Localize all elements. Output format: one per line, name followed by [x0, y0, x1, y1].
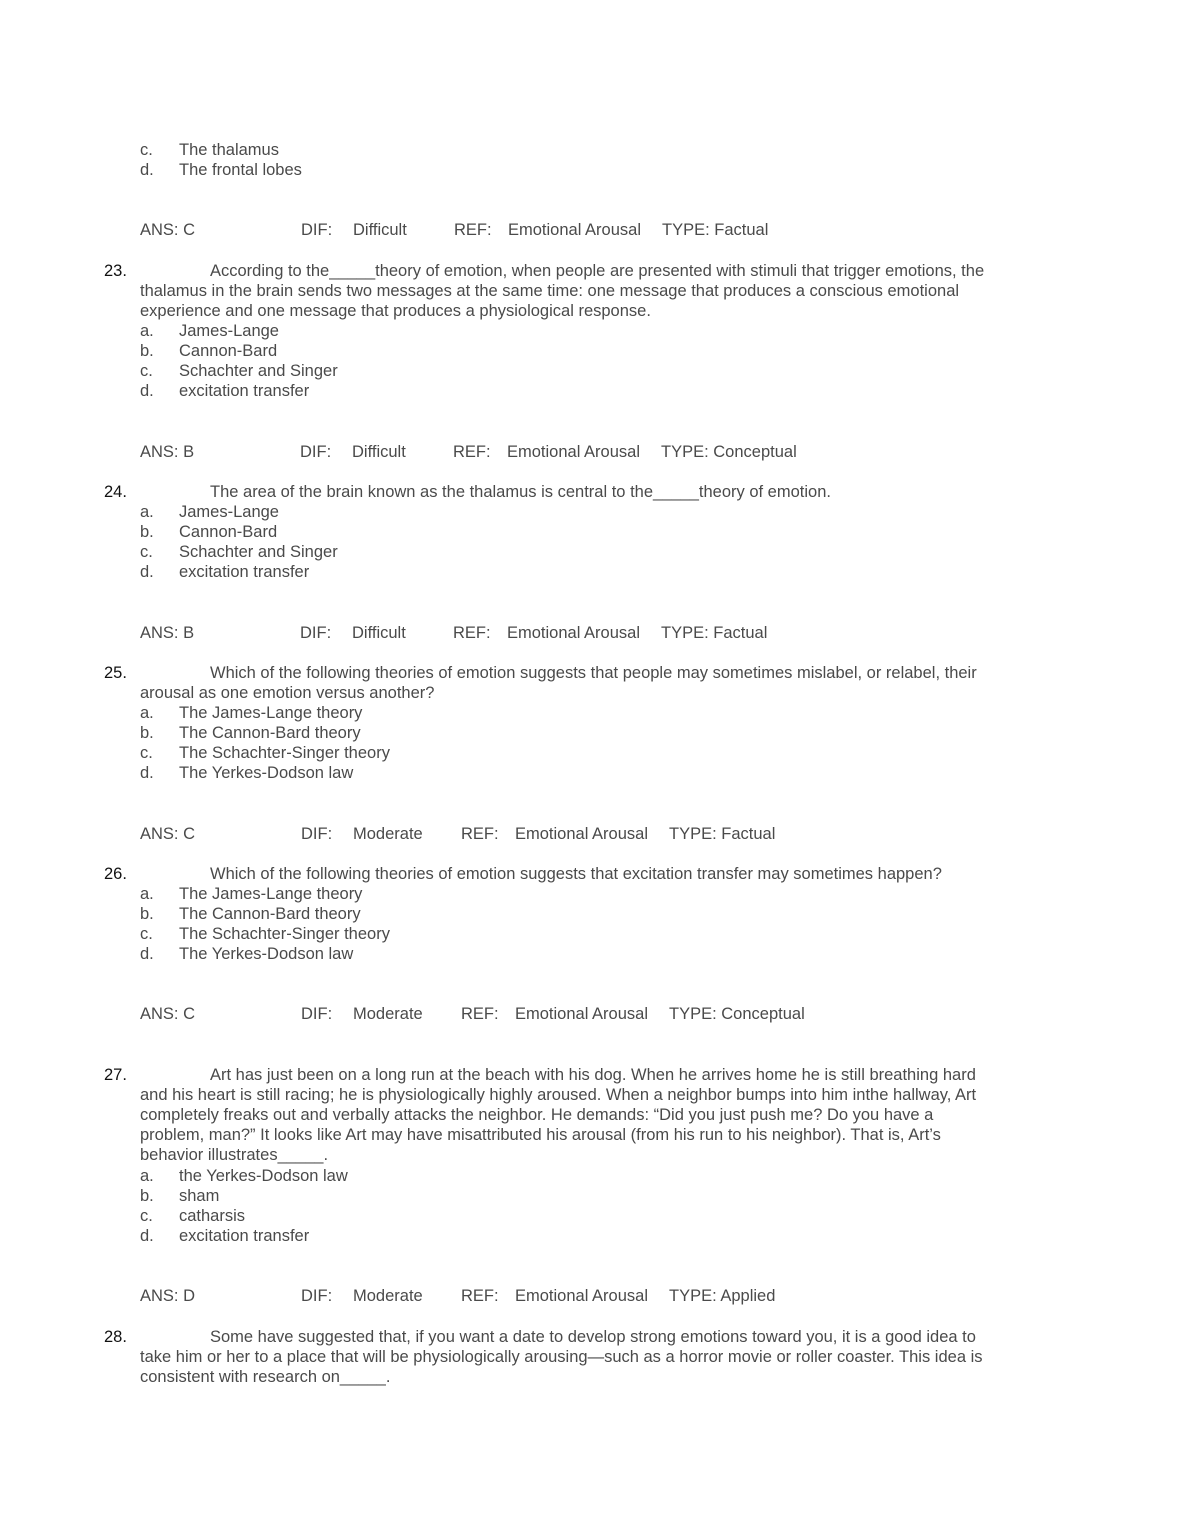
- option-text: the Yerkes-Dodson law: [179, 1167, 348, 1185]
- option-text: Schachter and Singer: [179, 543, 338, 561]
- ref-value: Emotional Arousal: [515, 1005, 648, 1023]
- question-number: 27.: [104, 1066, 127, 1084]
- ref-value: Emotional Arousal: [515, 1287, 648, 1305]
- option-text: Schachter and Singer: [179, 362, 338, 380]
- option-text: The thalamus: [179, 141, 279, 159]
- option-text: excitation transfer: [179, 563, 310, 581]
- type-value: TYPE: Conceptual: [661, 443, 797, 461]
- ans: ANS: B: [140, 624, 195, 642]
- question-number: 28.: [104, 1328, 127, 1346]
- ref-label: REF:: [461, 1287, 499, 1305]
- option-text: catharsis: [179, 1207, 246, 1225]
- option-letter: b.: [140, 905, 154, 923]
- dif-value: Difficult: [353, 221, 407, 239]
- question-text: The area of the brain known as the thalamus is central to the_____theory of emotion.: [210, 483, 831, 501]
- ref-label: REF:: [453, 443, 491, 461]
- option-text: The frontal lobes: [179, 161, 302, 179]
- option-letter: d.: [140, 382, 154, 400]
- question-text: completely freaks out and verbally attacks the neighbor. He demands: “Did you just push me? Do you have a: [140, 1106, 934, 1124]
- option-letter: c.: [140, 1207, 153, 1225]
- type-value: TYPE: Conceptual: [669, 1005, 805, 1023]
- dif-label: DIF:: [301, 1287, 333, 1305]
- option-letter: b.: [140, 342, 154, 360]
- option-text: The Schachter-Singer theory: [179, 744, 390, 762]
- ref-label: REF:: [454, 221, 492, 239]
- question-text: Which of the following theories of emotion suggests that excitation transfer may sometimes happen?: [210, 865, 942, 883]
- ans: ANS: C: [140, 825, 196, 843]
- option-text: The James-Lange theory: [179, 885, 363, 903]
- question-text: thalamus in the brain sends two messages at the same time: one message that produces a conscious emotional: [140, 282, 960, 300]
- dif-value: Moderate: [353, 1005, 423, 1023]
- option-text: sham: [179, 1187, 220, 1205]
- question-text: and his heart is still racing; he is physiologically highly aroused. When a neighbor bumps into him inthe hallway, Art: [140, 1086, 977, 1104]
- ref-value: Emotional Arousal: [508, 221, 641, 239]
- dif-label: DIF:: [301, 221, 333, 239]
- option-letter: d.: [140, 161, 154, 179]
- option-text: Cannon-Bard: [179, 342, 278, 360]
- option-text: The Cannon-Bard theory: [179, 724, 361, 742]
- dif-value: Difficult: [352, 624, 406, 642]
- option-text: James-Lange: [179, 322, 279, 340]
- question-number: 24.: [104, 483, 127, 501]
- ans: ANS: B: [140, 443, 195, 461]
- ans: ANS: C: [140, 221, 196, 239]
- ans: ANS: D: [140, 1287, 196, 1305]
- type-value: TYPE: Factual: [661, 624, 768, 642]
- dif-value: Moderate: [353, 825, 423, 843]
- option-letter: c.: [140, 362, 153, 380]
- type-value: TYPE: Factual: [662, 221, 769, 239]
- dif-value: Difficult: [352, 443, 406, 461]
- option-letter: a.: [140, 885, 154, 903]
- option-letter: a.: [140, 503, 154, 521]
- option-text: The Yerkes-Dodson law: [179, 945, 354, 963]
- ref-label: REF:: [461, 825, 499, 843]
- question-text: consistent with research on_____.: [140, 1368, 391, 1386]
- option-letter: b.: [140, 523, 154, 541]
- dif-label: DIF:: [300, 443, 332, 461]
- option-text: The James-Lange theory: [179, 704, 363, 722]
- ref-label: REF:: [453, 624, 491, 642]
- question-number: 23.: [104, 262, 127, 280]
- ref-value: Emotional Arousal: [515, 825, 648, 843]
- option-text: The Cannon-Bard theory: [179, 905, 361, 923]
- dif-label: DIF:: [301, 825, 333, 843]
- question-text: problem, man?” It looks like Art may have misattributed his arousal (from his run to his neighbor). That is, Art’s: [140, 1126, 941, 1144]
- ref-value: Emotional Arousal: [507, 624, 640, 642]
- option-text: excitation transfer: [179, 382, 310, 400]
- ref-value: Emotional Arousal: [507, 443, 640, 461]
- option-letter: c.: [140, 925, 153, 943]
- question-text: According to the_____theory of emotion, when people are presented with stimuli that trigger emotions, the: [210, 262, 985, 280]
- option-letter: d.: [140, 764, 154, 782]
- question-number: 25.: [104, 664, 127, 682]
- option-letter: a.: [140, 704, 154, 722]
- option-letter: b.: [140, 1187, 154, 1205]
- option-text: The Schachter-Singer theory: [179, 925, 390, 943]
- question-text: experience and one message that produces a physiological response.: [140, 302, 651, 320]
- question-text: Some have suggested that, if you want a date to develop strong emotions toward you, it is a good idea to: [210, 1328, 976, 1346]
- option-letter: c.: [140, 543, 153, 561]
- option-text: Cannon-Bard: [179, 523, 278, 541]
- option-letter: d.: [140, 945, 154, 963]
- option-text: excitation transfer: [179, 1227, 310, 1245]
- option-letter: b.: [140, 724, 154, 742]
- option-letter: d.: [140, 563, 154, 581]
- question-text: behavior illustrates_____.: [140, 1146, 329, 1164]
- dif-label: DIF:: [301, 1005, 333, 1023]
- dif-value: Moderate: [353, 1287, 423, 1305]
- option-letter: c.: [140, 744, 153, 762]
- question-text: Which of the following theories of emotion suggests that people may sometimes mislabel, or relabel, their: [210, 664, 977, 682]
- option-text: The Yerkes-Dodson law: [179, 764, 354, 782]
- option-letter: a.: [140, 1167, 154, 1185]
- question-text: arousal as one emotion versus another?: [140, 684, 435, 702]
- type-value: TYPE: Applied: [669, 1287, 776, 1305]
- ans: ANS: C: [140, 1005, 196, 1023]
- dif-label: DIF:: [300, 624, 332, 642]
- type-value: TYPE: Factual: [669, 825, 776, 843]
- option-letter: a.: [140, 322, 154, 340]
- ref-label: REF:: [461, 1005, 499, 1023]
- option-letter: c.: [140, 141, 153, 159]
- option-letter: d.: [140, 1227, 154, 1245]
- option-text: James-Lange: [179, 503, 279, 521]
- question-text: take him or her to a place that will be physiologically arousing—such as a horror movie or roller coaster. This idea is: [140, 1348, 983, 1366]
- question-text: Art has just been on a long run at the beach with his dog. When he arrives home he is still breathing hard: [210, 1066, 976, 1084]
- question-number: 26.: [104, 865, 127, 883]
